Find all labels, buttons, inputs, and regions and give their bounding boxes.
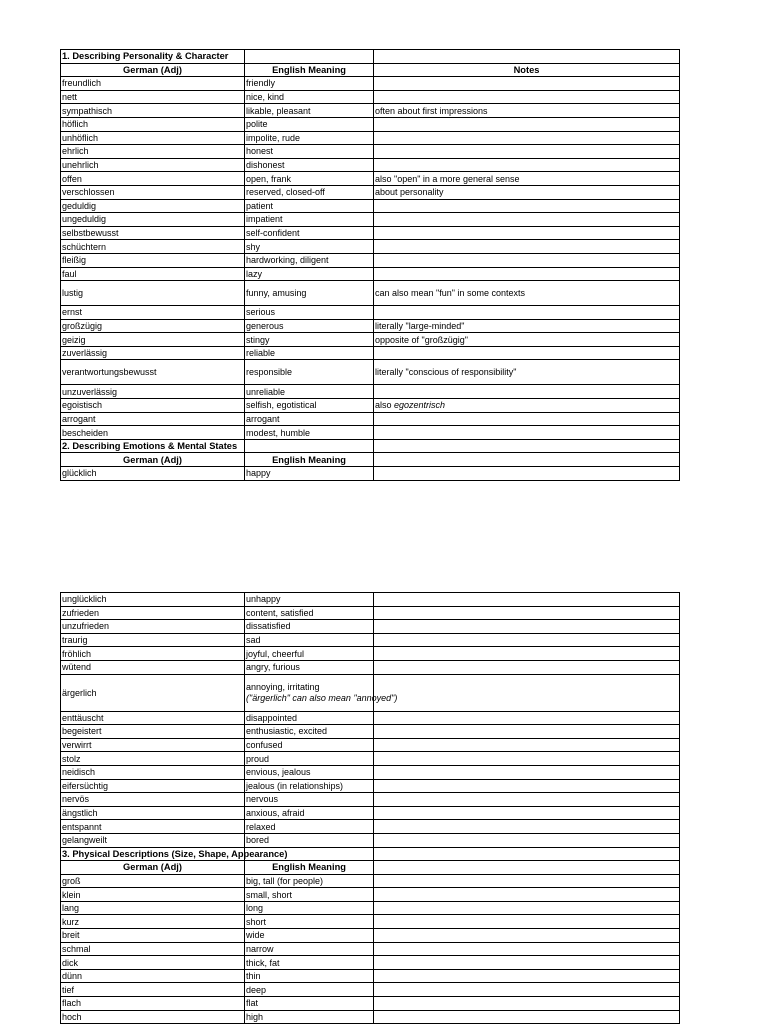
table-cell xyxy=(374,820,680,834)
table-cell xyxy=(374,956,680,970)
table-cell: offen xyxy=(61,172,245,186)
table-row xyxy=(61,117,680,131)
table-cell: serious xyxy=(245,306,374,320)
table-cell: relaxed xyxy=(245,820,374,834)
table-cell: anxious, afraid xyxy=(245,806,374,820)
table-cell xyxy=(374,997,680,1011)
table-row xyxy=(61,674,680,711)
table-cell: bescheiden xyxy=(61,426,245,440)
table-cell: short xyxy=(245,915,374,929)
table-cell: nice, kind xyxy=(245,90,374,104)
table-cell: klein xyxy=(61,888,245,902)
table-row xyxy=(61,360,680,385)
table-row xyxy=(61,172,680,186)
section-title-row xyxy=(61,439,680,453)
header-notes: Notes xyxy=(374,63,680,77)
table-row xyxy=(61,956,680,970)
table-cell: freundlich xyxy=(61,77,245,91)
table-cell: lang xyxy=(61,901,245,915)
table-cell: envious, jealous xyxy=(245,765,374,779)
table-row xyxy=(61,158,680,172)
table-cell xyxy=(374,647,680,661)
table-cell: nervös xyxy=(61,793,245,807)
table-cell xyxy=(374,439,680,453)
table-cell: dissatisfied xyxy=(245,620,374,634)
table-cell: polite xyxy=(245,117,374,131)
table-cell: wütend xyxy=(61,660,245,674)
table-row xyxy=(61,820,680,834)
table-cell: confused xyxy=(245,738,374,752)
table-cell: wide xyxy=(245,929,374,943)
table-cell xyxy=(374,90,680,104)
table-cell xyxy=(374,674,680,711)
table-cell: modest, humble xyxy=(245,426,374,440)
table-cell: unzufrieden xyxy=(61,620,245,634)
table-cell: angry, furious xyxy=(245,660,374,674)
table-row xyxy=(61,620,680,634)
table-cell: dishonest xyxy=(245,158,374,172)
table-row xyxy=(61,281,680,306)
table-cell: großzügig xyxy=(61,319,245,333)
table-cell: patient xyxy=(245,199,374,213)
section-title-row xyxy=(61,50,680,64)
header-german: German (Adj) xyxy=(61,63,245,77)
table-cell: generous xyxy=(245,319,374,333)
table-cell: impolite, rude xyxy=(245,131,374,145)
table-cell: happy xyxy=(245,467,374,481)
table-cell xyxy=(374,738,680,752)
table-row xyxy=(61,942,680,956)
table-cell: dünn xyxy=(61,969,245,983)
table-cell: egoistisch xyxy=(61,399,245,413)
table-cell xyxy=(374,50,680,64)
table-cell: about personality xyxy=(374,185,680,199)
table-cell xyxy=(374,426,680,440)
table-row xyxy=(61,983,680,997)
table-row xyxy=(61,752,680,766)
table-row xyxy=(61,104,680,118)
table-row xyxy=(61,711,680,725)
table-cell: responsible xyxy=(245,360,374,385)
table-cell xyxy=(374,253,680,267)
table-row xyxy=(61,969,680,983)
table-row xyxy=(61,888,680,902)
table-cell: small, short xyxy=(245,888,374,902)
table-row xyxy=(61,779,680,793)
table-row xyxy=(61,426,680,440)
table-row xyxy=(61,606,680,620)
table-cell: unehrlich xyxy=(61,158,245,172)
table-cell: arrogant xyxy=(61,412,245,426)
table-cell: enttäuscht xyxy=(61,711,245,725)
section-title-row xyxy=(61,847,680,861)
table-cell xyxy=(374,385,680,399)
table-cell: reserved, closed-off xyxy=(245,185,374,199)
table-row xyxy=(61,765,680,779)
table-row xyxy=(61,915,680,929)
table-cell: can also mean "fun" in some contexts xyxy=(374,281,680,306)
table-cell: arrogant xyxy=(245,412,374,426)
table-cell: deep xyxy=(245,983,374,997)
table-cell: self-confident xyxy=(245,226,374,240)
table-cell: neidisch xyxy=(61,765,245,779)
table-cell: nervous xyxy=(245,793,374,807)
table-cell: ängstlich xyxy=(61,806,245,820)
table-cell: entspannt xyxy=(61,820,245,834)
table-cell xyxy=(374,226,680,240)
table-row xyxy=(61,131,680,145)
table-cell: eifersüchtig xyxy=(61,779,245,793)
table-row xyxy=(61,267,680,281)
table-cell: long xyxy=(245,901,374,915)
table-row xyxy=(61,333,680,347)
table-cell: begeistert xyxy=(61,725,245,739)
table-row xyxy=(61,185,680,199)
table-cell: bored xyxy=(245,833,374,847)
table-row xyxy=(61,319,680,333)
table-cell: groß xyxy=(61,874,245,888)
table-cell xyxy=(374,346,680,360)
table-cell: faul xyxy=(61,267,245,281)
table-cell xyxy=(374,158,680,172)
table-cell xyxy=(374,983,680,997)
table-cell: verantwortungsbewusst xyxy=(61,360,245,385)
header-english: English Meaning xyxy=(245,63,374,77)
table-cell: hoch xyxy=(61,1010,245,1024)
table-cell xyxy=(374,620,680,634)
table-row xyxy=(61,874,680,888)
table-row xyxy=(61,929,680,943)
table-cell xyxy=(374,199,680,213)
table-cell: traurig xyxy=(61,633,245,647)
table-cell: honest xyxy=(245,145,374,159)
aerger-meaning: annoying, irritating ("ärgerlich" can also mean "annoyed") xyxy=(245,674,374,711)
table-cell xyxy=(374,240,680,254)
section-3-title: 3. Physical Descriptions (Size, Shape, Appearance) xyxy=(62,848,288,859)
table-cell: lustig xyxy=(61,281,245,306)
table-cell: opposite of "großzügig" xyxy=(374,333,680,347)
table-row xyxy=(61,901,680,915)
table-cell: hardworking, diligent xyxy=(245,253,374,267)
table-row xyxy=(61,77,680,91)
table-cell xyxy=(374,806,680,820)
table-row xyxy=(61,226,680,240)
table-cell: breit xyxy=(61,929,245,943)
vocab-table-page-2 xyxy=(60,592,680,1024)
table-cell xyxy=(374,765,680,779)
table-cell: flach xyxy=(61,997,245,1011)
table-cell xyxy=(374,942,680,956)
header-row xyxy=(61,63,680,77)
table-cell xyxy=(374,267,680,281)
table-cell xyxy=(374,145,680,159)
table-row xyxy=(61,1010,680,1024)
table-cell: content, satisfied xyxy=(245,606,374,620)
table-cell: selbstbewusst xyxy=(61,226,245,240)
table-row xyxy=(61,346,680,360)
table-cell xyxy=(374,847,680,861)
table-cell xyxy=(374,633,680,647)
table-cell: likable, pleasant xyxy=(245,104,374,118)
table-row xyxy=(61,253,680,267)
section-1-title: 1. Describing Personality & Character xyxy=(61,50,245,64)
table-cell: narrow xyxy=(245,942,374,956)
table-cell: shy xyxy=(245,240,374,254)
table-cell xyxy=(374,725,680,739)
table-cell: open, frank xyxy=(245,172,374,186)
table-row xyxy=(61,738,680,752)
table-cell: joyful, cheerful xyxy=(245,647,374,661)
table-row xyxy=(61,793,680,807)
table-cell: reliable xyxy=(245,346,374,360)
table-cell: lazy xyxy=(245,267,374,281)
table-cell: sympathisch xyxy=(61,104,245,118)
header-german: German (Adj) xyxy=(61,453,245,467)
table-row xyxy=(61,833,680,847)
table-row xyxy=(61,725,680,739)
table-cell: kurz xyxy=(61,915,245,929)
table-cell xyxy=(245,50,374,64)
table-row xyxy=(61,412,680,426)
table-cell xyxy=(374,874,680,888)
table-cell: fleißig xyxy=(61,253,245,267)
table-cell xyxy=(374,593,680,607)
table-cell: often about first impressions xyxy=(374,104,680,118)
table-cell: tief xyxy=(61,983,245,997)
table-cell: schüchtern xyxy=(61,240,245,254)
table-cell xyxy=(374,467,680,481)
table-cell xyxy=(374,779,680,793)
table-cell: literally "conscious of responsibility" xyxy=(374,360,680,385)
table-cell: verwirrt xyxy=(61,738,245,752)
table-cell: enthusiastic, excited xyxy=(245,725,374,739)
header-german: German (Adj) xyxy=(61,861,245,875)
header-row xyxy=(61,861,680,875)
egoist-note: also egozentrisch xyxy=(374,399,680,413)
table-cell xyxy=(374,453,680,467)
table-cell: unhappy xyxy=(245,593,374,607)
table-cell: sad xyxy=(245,633,374,647)
table-cell: big, tall (for people) xyxy=(245,874,374,888)
table-cell: thick, fat xyxy=(245,956,374,970)
table-row xyxy=(61,199,680,213)
table-cell: gelangweilt xyxy=(61,833,245,847)
table-cell: geduldig xyxy=(61,199,245,213)
table-cell xyxy=(374,77,680,91)
table-cell: unhöflich xyxy=(61,131,245,145)
table-cell: unzuverlässig xyxy=(61,385,245,399)
table-row xyxy=(61,240,680,254)
table-row xyxy=(61,633,680,647)
table-row xyxy=(61,145,680,159)
table-cell: thin xyxy=(245,969,374,983)
vocab-table-page-1 xyxy=(60,49,680,481)
table-cell xyxy=(374,888,680,902)
table-cell: höflich xyxy=(61,117,245,131)
table-row xyxy=(61,399,680,413)
table-cell: funny, amusing xyxy=(245,281,374,306)
table-row xyxy=(61,997,680,1011)
table-row xyxy=(61,467,680,481)
table-cell: literally "large-minded" xyxy=(374,319,680,333)
table-cell: flat xyxy=(245,997,374,1011)
table-cell xyxy=(374,833,680,847)
table-cell xyxy=(374,606,680,620)
table-row xyxy=(61,647,680,661)
table-cell: dick xyxy=(61,956,245,970)
table-cell: friendly xyxy=(245,77,374,91)
table-cell xyxy=(374,929,680,943)
table-cell: proud xyxy=(245,752,374,766)
table-cell: schmal xyxy=(61,942,245,956)
table-cell xyxy=(374,412,680,426)
section-2-title: 2. Describing Emotions & Mental States xyxy=(61,439,245,453)
table-cell xyxy=(374,752,680,766)
table-cell xyxy=(374,969,680,983)
table-cell xyxy=(374,213,680,227)
table-cell xyxy=(374,915,680,929)
table-cell: unglücklich xyxy=(61,593,245,607)
header-english: English Meaning xyxy=(245,453,374,467)
table-row xyxy=(61,90,680,104)
table-cell: glücklich xyxy=(61,467,245,481)
table-cell: disappointed xyxy=(245,711,374,725)
table-row xyxy=(61,660,680,674)
table-cell: geizig xyxy=(61,333,245,347)
table-cell xyxy=(374,306,680,320)
table-cell: verschlossen xyxy=(61,185,245,199)
table-cell xyxy=(374,131,680,145)
table-cell: ernst xyxy=(61,306,245,320)
header-english: English Meaning xyxy=(245,861,374,875)
table-cell: nett xyxy=(61,90,245,104)
table-cell xyxy=(374,1010,680,1024)
table-cell: stolz xyxy=(61,752,245,766)
table-cell xyxy=(374,901,680,915)
table-cell xyxy=(374,660,680,674)
table-cell: also "open" in a more general sense xyxy=(374,172,680,186)
table-cell xyxy=(374,711,680,725)
table-cell: zuverlässig xyxy=(61,346,245,360)
table-cell: jealous (in relationships) xyxy=(245,779,374,793)
table-cell: high xyxy=(245,1010,374,1024)
table-row xyxy=(61,806,680,820)
table-row xyxy=(61,593,680,607)
table-cell xyxy=(245,439,374,453)
table-cell: impatient xyxy=(245,213,374,227)
table-row xyxy=(61,306,680,320)
table-cell xyxy=(374,861,680,875)
table-cell: fröhlich xyxy=(61,647,245,661)
table-cell: stingy xyxy=(245,333,374,347)
table-cell: unreliable xyxy=(245,385,374,399)
table-cell: zufrieden xyxy=(61,606,245,620)
table-row xyxy=(61,385,680,399)
table-cell: selfish, egotistical xyxy=(245,399,374,413)
table-row xyxy=(61,213,680,227)
table-cell xyxy=(374,117,680,131)
table-cell: ärgerlich xyxy=(61,674,245,711)
table-cell xyxy=(374,793,680,807)
table-cell: ungeduldig xyxy=(61,213,245,227)
header-row xyxy=(61,453,680,467)
table-cell: ehrlich xyxy=(61,145,245,159)
